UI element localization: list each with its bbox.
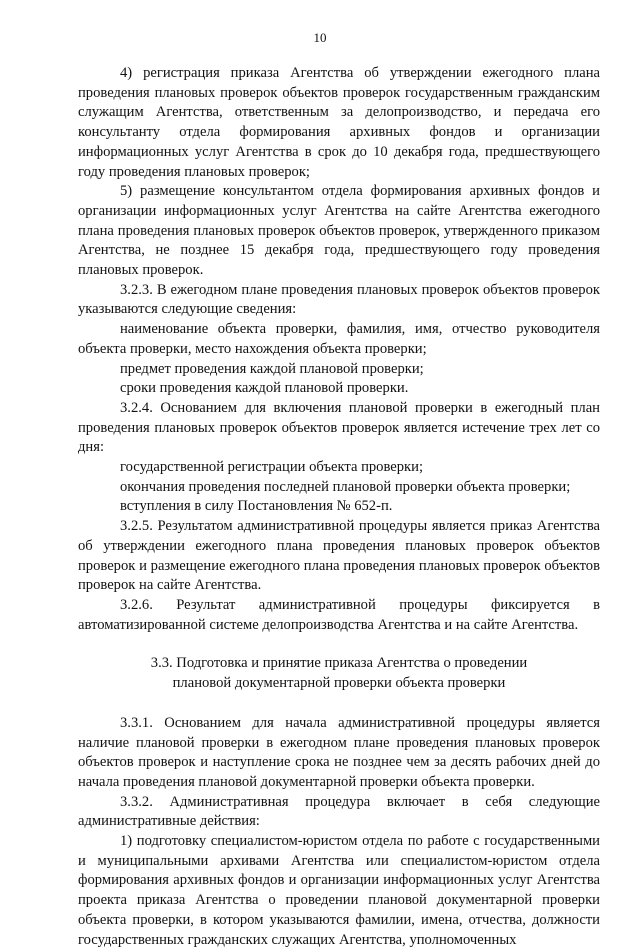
document-body <box>78 64 600 950</box>
paragraph-3-3-2: 3.3.2. Административная процедура включает в себя следующие административные действия: <box>78 793 600 830</box>
spacer <box>78 694 600 714</box>
list-item-object-name: наименование объекта проверки, фамилия, имя, отчество руководителя объекта проверки, место нахождения объекта проверки; <box>78 321 600 357</box>
paragraph-item-4: 4) регистрация приказа Агентства об утверждении ежегодного плана проведения плановых проверок объектов проверок государственным гражданским служащим Агентства, ответственным за делопроизводство, и передача его консультанту отдела формирования архивных фондов и организации информационных услуг Агентства в срок до 10 декабря года, предшествующего году проведения плановых проверок; <box>78 65 600 180</box>
section-heading-line-1: 3.3. Подготовка и принятие приказа Агентства о проведении <box>150 655 528 672</box>
list-item-terms: сроки проведения каждой плановой проверки. <box>120 380 409 397</box>
page-number: 10 <box>313 30 327 45</box>
paragraph-3-2-4: 3.2.4. Основанием для включения плановой проверки в ежегодный план проведения плановых проверок объектов проверок является истечение трех лет со дня: <box>78 399 600 456</box>
paragraph-item-1: 1) подготовку специалистом-юристом отдела по работе с государственными и муниципальными архивами Агентства или специалистом-юристом отдела формирования архивных фондов и организации информационных услуг Агентства проекта приказа Агентства о проведении плановой документарной проверки объекта проверки, в котором указываются фамилии, имена, отчества, должности государственных гражданских служащих Агентства, уполномоченных <box>78 833 600 948</box>
paragraph-3-2-3: 3.2.3. В ежегодном плане проведения плановых проверок объектов проверок указываются следующие сведения: <box>78 281 600 318</box>
list-item-registration: государственной регистрации объекта проверки; <box>120 459 424 476</box>
list-item-subject: предмет проведения каждой плановой проверки; <box>120 360 424 377</box>
paragraph-item-5: 5) размещение консультантом отдела формирования архивных фондов и организации информационных услуг Агентства на сайте Агентства ежегодного плана проведения плановых проверок объектов проверок, утвержденного приказом Агентства, не позднее 15 декабря года, предшествующего году проведения плановых проверок. <box>78 183 600 279</box>
spacer <box>78 635 600 654</box>
section-heading-line-2: плановой документарной проверки объекта проверки <box>172 675 506 692</box>
paragraph-3-2-6: 3.2.6. Результат административной процедуры фиксируется в автоматизированной системе делопроизводства Агентства и на сайте Агентства. <box>78 596 600 633</box>
paragraph-3-3-1: 3.3.1. Основанием для начала административной процедуры является наличие плановой проверки в ежегодном плане проведения плановых проверок объектов проверок и наступление срока не позднее чем за десять рабочих дней до начала проведения плановой документарной проверки объекта проверки. <box>78 714 600 790</box>
list-item-last-check: окончания проведения последней плановой проверки объекта проверки; <box>120 478 571 495</box>
paragraph-3-2-5: 3.2.5. Результатом административной процедуры является приказ Агентства об утверждении ежегодного плана проведения плановых проверок объектов проверок и размещение ежегодного плана проведения плановых проверок объектов проверок на сайте Агентства. <box>78 518 600 594</box>
list-item-resolution: вступления в силу Постановления № 652-п. <box>120 498 393 515</box>
